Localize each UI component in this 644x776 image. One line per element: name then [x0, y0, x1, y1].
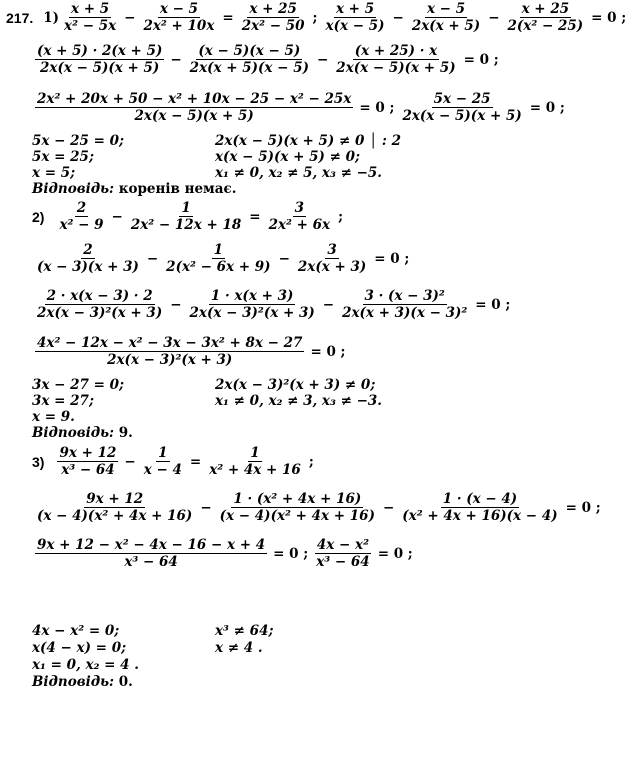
frac-den: 2x(x − 3)²(x + 3): [37, 305, 163, 321]
p3-eq2: $\frac{9x + 12}{\text{(x − 4)(x² + 4x + 16)}}$ − $\frac{\text{1 · (x² + 4x + 16)}}{\text{(x − 4)(x² + 4x + 16)}}$ − $\frac{1 \cdot (x - 4)}{\text{(x² + 4x + 16)(x − 4)}}$ = 0 ;: [37, 491, 601, 524]
frac-num: 2: [76, 200, 87, 216]
frac-num: 1: [181, 200, 191, 216]
answer-text: 9.: [118, 425, 133, 441]
frac-den: (x² + 4x + 16)(x − 4): [402, 508, 558, 524]
step-line: x(4 − x) = 0;: [32, 640, 127, 656]
frac-num: 1: [158, 445, 168, 461]
frac-den: x² − 5x: [64, 18, 117, 34]
answer-line: [32, 425, 133, 441]
step-line: x₁ = 0, x₂ = 4 .: [32, 657, 139, 673]
frac-den: 2x(x − 5)(x + 5): [402, 108, 522, 124]
step-line: 5x = 25;: [32, 149, 94, 165]
frac-num: (x + 25) · x: [354, 43, 438, 59]
condition-line: x(x − 5)(x + 5) ≠ 0;: [215, 149, 360, 165]
step-line: 3x = 27;: [32, 393, 94, 409]
frac-den: x(x − 5): [325, 18, 385, 34]
frac-num: 1 · (x − 4): [442, 491, 518, 507]
frac-num: 2x² + 20x + 50 − x² + 10x − 25 − x² − 25x: [37, 91, 352, 107]
frac-den: 2x² − 50: [241, 18, 305, 34]
equation-mid: = 0 ;: [273, 545, 309, 562]
frac-num: 3: [294, 200, 305, 216]
frac-num: x + 5: [335, 1, 375, 17]
equation-tail: = 0 ;: [565, 499, 601, 516]
frac-den: 2(x² − 6x + 9): [166, 259, 271, 275]
frac-num: x − 5: [426, 1, 466, 17]
frac-num: 4x − x²: [316, 537, 370, 553]
frac-den: 2x(x + 3): [297, 259, 367, 275]
frac-den: 2x² − 12x + 18: [130, 217, 242, 233]
frac-den: x³ − 64: [124, 554, 178, 570]
frac-num: 3 · (x − 3)²: [364, 288, 445, 304]
condition-line: x₁ ≠ 0, x₂ ≠ 5, x₃ ≠ −5.: [215, 165, 383, 181]
part-label: 1): [43, 9, 60, 26]
frac-den: 2x(x + 5)(x − 5): [189, 60, 309, 76]
answer-text: коренів немає.: [118, 181, 237, 197]
condition-line: 2x(x − 3)²(x + 3) ≠ 0;: [215, 377, 376, 393]
frac-num: 2 · x(x − 3) · 2: [46, 288, 153, 304]
frac-den: x³ − 64: [316, 554, 370, 570]
frac-num: 9x + 12: [59, 445, 117, 461]
frac-num: x + 25: [249, 1, 297, 17]
frac-den: 2(x² − 25): [507, 18, 584, 34]
frac-den: 2x(x − 3)²(x + 3): [189, 305, 315, 321]
frac-num: 5x − 25: [433, 91, 491, 107]
frac-den: x² + 4x + 16: [209, 462, 301, 478]
frac-num: 1 · (x² + 4x + 16): [233, 491, 362, 507]
condition-line: 2x(x − 5)(x + 5) ≠ 0 │ : 2: [215, 133, 402, 149]
equation-tail: = 0 ;: [310, 343, 346, 360]
frac-num: x + 5: [71, 1, 110, 17]
frac-den: 2x(x − 3)²(x + 3): [107, 352, 233, 368]
frac-num: (x − 5)(x − 5): [198, 43, 301, 59]
equation-tail: = 0 ;: [374, 250, 410, 267]
part-label: 2): [32, 208, 45, 225]
p2-eq1: 2) $\frac{2}{\text{x² − 9}}$ − $\frac{1}{\text{2x² − 12x + 18}}$ = $\frac{3}{\text{2x² + 6x}}$ ;: [32, 200, 344, 233]
frac-den: x − 4: [143, 462, 182, 478]
part-label: 3): [32, 453, 45, 470]
equation-mid: = 0 ;: [359, 99, 395, 116]
frac-num: 2: [83, 242, 93, 258]
step-line: 4x − x² = 0;: [32, 623, 120, 639]
step-line: 5x − 25 = 0;: [32, 133, 125, 149]
p1-eq3: [32, 92, 568, 123]
frac-num: 1 · x(x + 3): [210, 288, 294, 304]
frac-num: 9x + 12 − x² − 4x − 16 − x + 4: [37, 537, 266, 553]
step-line: 3x − 27 = 0;: [32, 377, 125, 393]
frac-num: 1: [213, 242, 224, 258]
frac-den: 2x(x + 5): [411, 18, 481, 34]
frac-den: (x − 4)(x² + 4x + 16): [219, 508, 375, 524]
answer-line: [32, 674, 133, 690]
p3-eq1: 3) $\frac{9x + 12}{\text{x³ − 64}}$ − $\frac{1}{x - 4}$ = $\frac{1}{\text{x² + 4x + 16}}$ ;: [32, 445, 314, 478]
p1-eq2: $\frac{(x + 5) \cdot 2(x + 5)}{2x(x - 5)(x + 5)}$ − $\frac{(x - 5)(x - 5)}{2x(x + 5)(x - 5)}$ − $\frac{(x + 25) \cdot x}{2x(x - 5)(x + 5)}$ = 0 ;: [37, 43, 499, 76]
equation-tail: = 0 ;: [463, 51, 499, 68]
condition-line: x³ ≠ 64;: [215, 623, 274, 639]
frac-num: 3: [327, 242, 337, 258]
frac-num: x + 25: [521, 1, 570, 17]
equation-tail: ;: [308, 453, 314, 470]
frac-num: 4x² − 12x − x² − 3x − 3x² + 8x − 27: [37, 335, 303, 351]
frac-den: 2x(x − 5)(x + 5): [134, 108, 254, 124]
equation-tail: = 0 ;: [591, 9, 627, 26]
frac-num: 9x + 12: [86, 491, 144, 507]
equation-tail: = 0 ;: [475, 296, 511, 313]
answer-text: 0.: [118, 674, 133, 690]
equation-tail: = 0 ;: [529, 99, 565, 116]
frac-num: (x + 5) · 2(x + 5): [37, 43, 163, 59]
frac-den: x³ − 64: [61, 462, 115, 478]
p2-eq4: [32, 336, 349, 367]
frac-den: 2x(x + 3)(x − 3)²: [342, 305, 468, 321]
condition-line: x ≠ 4 .: [215, 640, 263, 656]
equation-tail: = 0 ;: [377, 545, 413, 562]
condition-line: x₁ ≠ 0, x₂ ≠ 3, x₃ ≠ −3.: [215, 393, 383, 409]
p2-eq3: $\frac{2 \cdot x(x - 3) \cdot 2}{\text{2x(x − 3)²(x + 3)}}$ − $\frac{1 \cdot x(x + 3)}{\text{2x(x − 3)²(x + 3)}}$ − $\frac{\text{3 · (x − 3)²}}{\text{2x(x + 3)(x − 3)²}}$ = 0 ;: [37, 288, 511, 321]
step-line: x = 5;: [32, 165, 76, 181]
answer-label: Відповідь:: [32, 425, 115, 441]
step-line: x = 9.: [32, 409, 75, 425]
frac-den: 2x(x − 5)(x + 5): [336, 60, 456, 76]
frac-den: 2x(x − 5)(x + 5): [40, 60, 160, 76]
p3-eq3: [32, 538, 416, 569]
frac-num: 1: [250, 445, 260, 461]
answer-line: [32, 181, 236, 197]
p2-eq2: $\frac{2}{(x - 3)(x + 3)}$ − $\frac{1}{\text{2(x² − 6x + 9)}}$ − $\frac{3}{2x(x + 3)}$ = 0 ;: [37, 242, 410, 275]
answer-label: Відповідь:: [32, 181, 115, 197]
frac-num: x − 5: [159, 1, 198, 17]
frac-den: 2x² + 10x: [143, 18, 215, 34]
equation-tail: ;: [338, 208, 344, 225]
frac-den: 2x² + 6x: [268, 217, 331, 233]
p1-eq1: 217. 1) $\frac{x + 5}{\text{x² − 5x}}$ − $\frac{x - 5}{\text{2x² + 10x}}$ = $\frac{x + 25}{\text{2x² − 50}}$ ; $\frac{x + 5}{x(x - 5)}$ − $\frac{x - 5}{2x(x + 5)}$ − $\frac{x + 25}{\text{2(x² − 25)}}$ = 0 ;: [6, 1, 627, 34]
frac-den: x² − 9: [59, 217, 104, 233]
frac-den: (x − 4)(x² + 4x + 16): [37, 508, 193, 524]
answer-label: Відповідь:: [32, 674, 115, 690]
problem-number: 217.: [6, 9, 34, 26]
frac-den: (x − 3)(x + 3): [37, 259, 139, 275]
